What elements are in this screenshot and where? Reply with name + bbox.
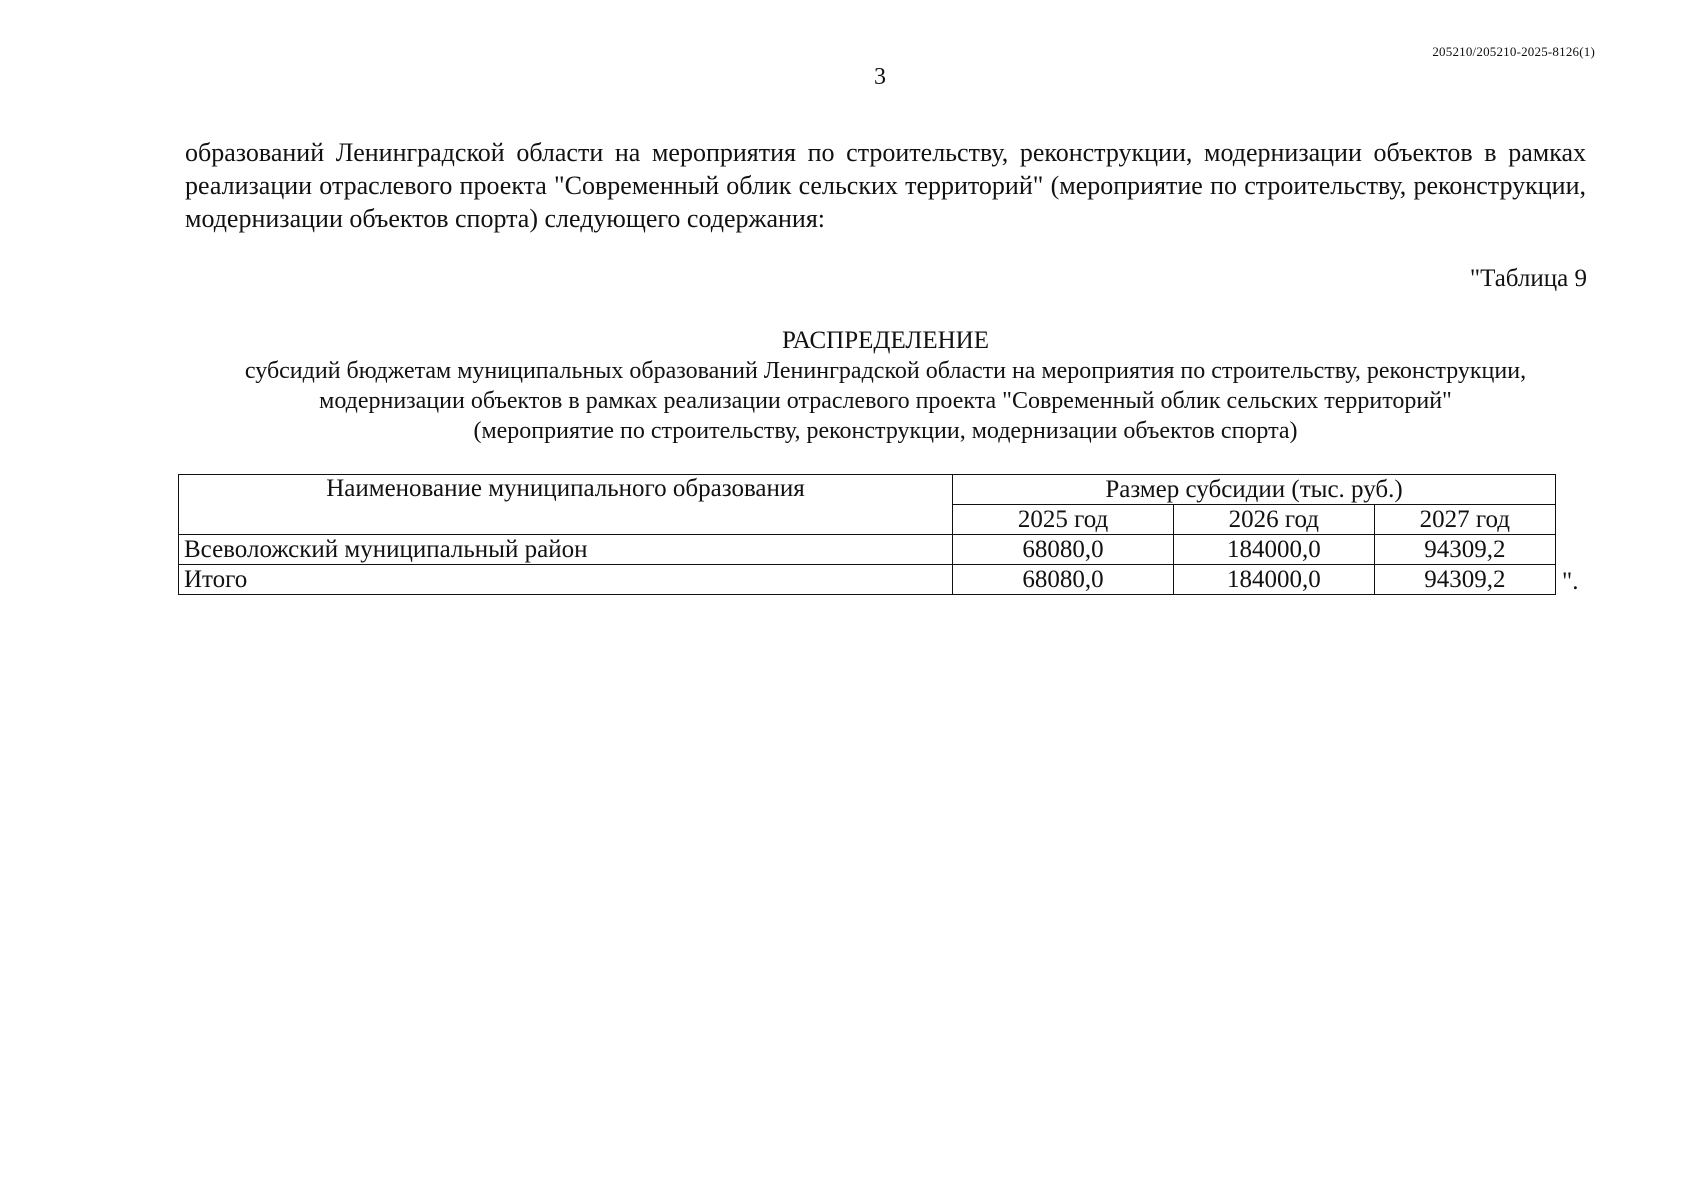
year-header-2027: 2027 год <box>1374 505 1555 535</box>
heading-title: РАСПРЕДЕЛЕНИЕ <box>781 327 990 354</box>
year-header-2025: 2025 год <box>953 505 1174 535</box>
total-name-cell: Итого <box>179 565 953 595</box>
row-value-2027: 94309,2 <box>1374 535 1555 565</box>
subsidy-table <box>178 474 1556 595</box>
total-value-2025: 68080,0 <box>953 565 1174 595</box>
document-id: 205210/205210-2025-8126(1) <box>1432 44 1595 59</box>
table-label: "Таблица 9 <box>1469 265 1587 292</box>
total-value-2026: 184000,0 <box>1174 565 1375 595</box>
heading-line-3: (мероприятие по строительству, реконструкции, модернизации объектов спорта) <box>473 418 1298 444</box>
heading-line-1: субсидий бюджетам муниципальных образований Ленинградской области на мероприятия по строительству, реконструкции, <box>244 358 1527 384</box>
table-row <box>179 535 1556 565</box>
table-total-row <box>179 565 1556 595</box>
year-header-2026: 2026 год <box>1174 505 1375 535</box>
row-name-cell: Всеволожский муниципальный район <box>179 535 953 565</box>
intro-paragraph: образований Ленинградской области на мероприятия по строительству, реконструкции, модернизации объектов в рамках реализации отраслевого проекта "Современный облик сельских территорий" (мероприятие по строительству, реконструкции, модернизации объектов спорта) следующего содержания: <box>185 138 1586 233</box>
row-value-2025: 68080,0 <box>953 535 1174 565</box>
total-value-2027: 94309,2 <box>1374 565 1555 595</box>
table-heading <box>185 326 1586 446</box>
table-header-row <box>179 475 1556 505</box>
page-number: 3 <box>874 64 886 90</box>
row-value-2026: 184000,0 <box>1174 535 1375 565</box>
closing-quote: ". <box>1562 568 1579 595</box>
amount-column-header: Размер субсидии (тыс. руб.) <box>953 475 1556 505</box>
heading-line-2: модернизации объектов в рамках реализации отраслевого проекта "Современный облик сельских территорий" <box>319 388 1452 414</box>
name-column-header: Наименование муниципального образования <box>179 475 953 535</box>
